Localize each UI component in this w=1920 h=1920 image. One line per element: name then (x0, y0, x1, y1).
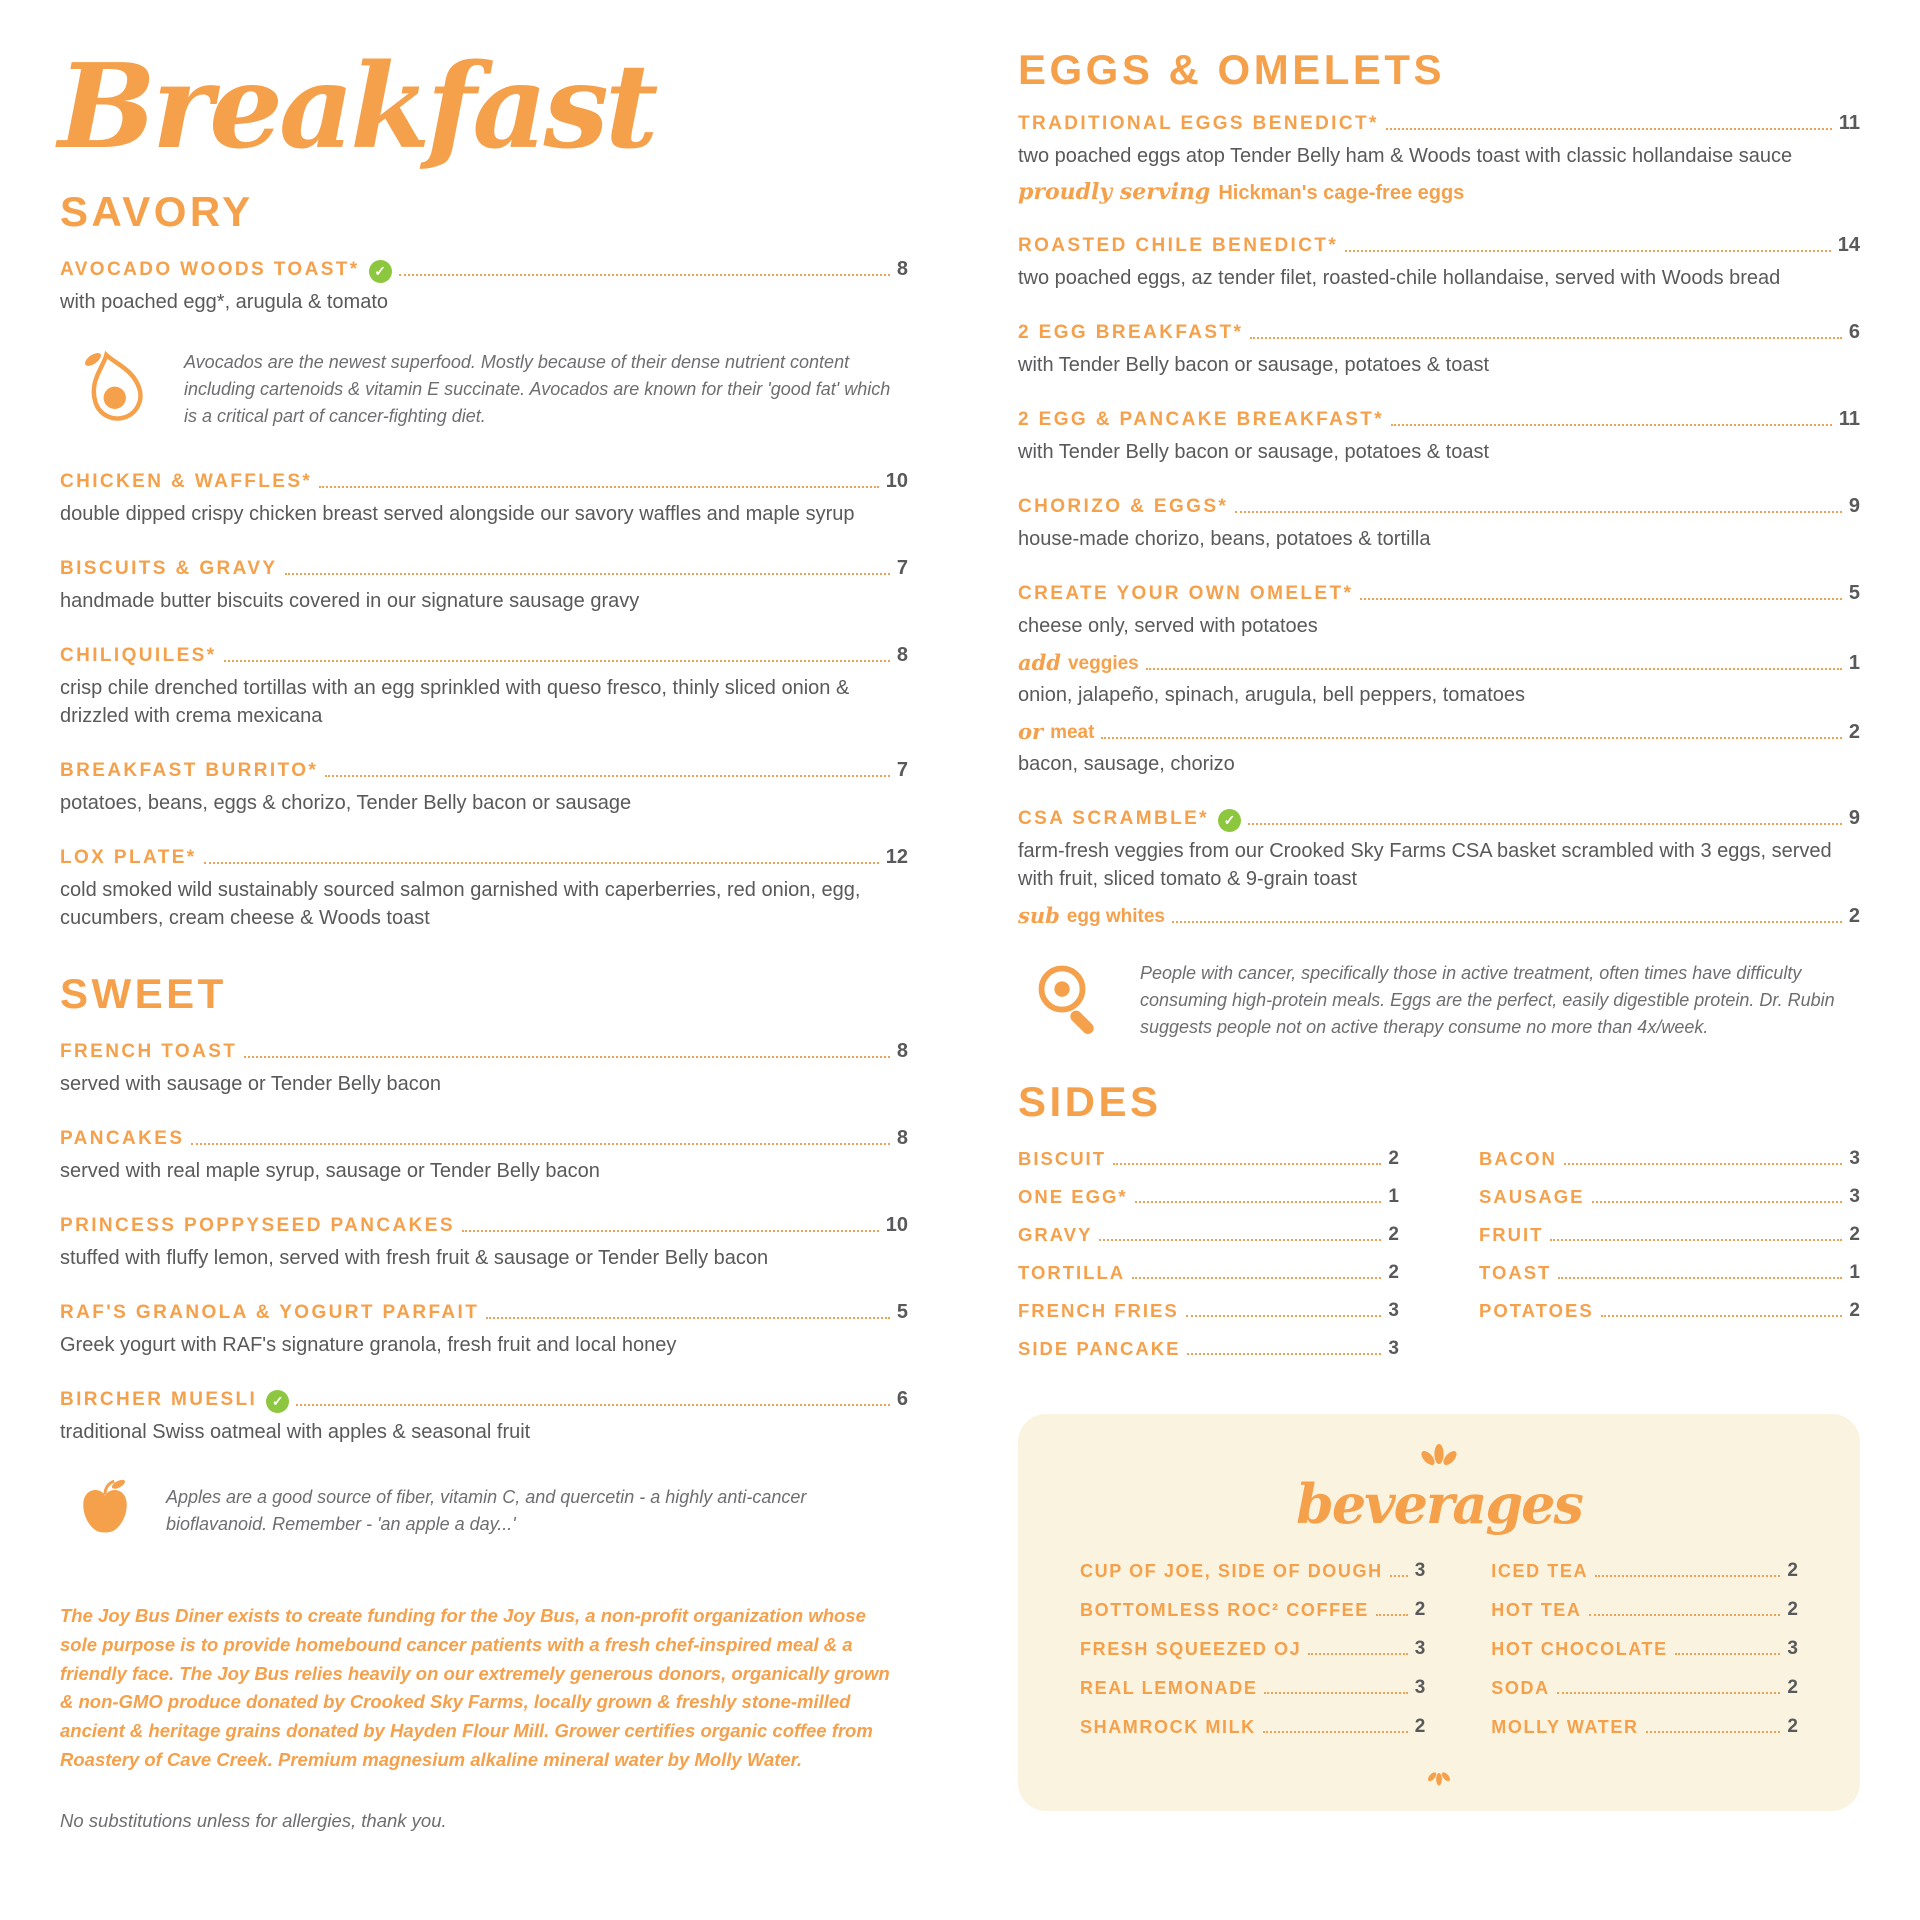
dotted-leader (325, 775, 890, 777)
item-description: served with real maple syrup, sausage or Tender Belly bacon (60, 1160, 600, 1183)
beverage-item: FRESH SQUEEZED OJ 3 (1080, 1638, 1426, 1659)
side-item: TORTILLA 2 (1018, 1262, 1399, 1283)
sides-column-2 (1479, 1148, 1860, 1376)
mission-statement: The Joy Bus Diner exists to create funding for the Joy Bus, a non-profit organization whose sole purpose is to provide homebound cancer patients with a fresh chef-inspired meal & a friendly face. The Joy Bus relies heavily on our extremely generous donors, organically grown & non-GMO produce donated by Crooked Sky Farms, locally grown & freshly stone-milled ancient & heritage grains donated by Hayden Flour Mill. Grower certifies organic coffee from Roastery of Cave Creek. Premium magnesium alkaline mineral water by Molly Water. (60, 1605, 890, 1770)
addon-egg-whites (1018, 903, 1860, 928)
item-description: potatoes, beans, eggs & chorizo, Tender Belly bacon or sausage (60, 792, 632, 815)
addon-script-word: sub (1018, 903, 1060, 928)
item-price: 10 (885, 1214, 908, 1237)
beverage-item: HOT CHOCOLATE 3 (1491, 1638, 1798, 1659)
addon-meat (1018, 719, 1860, 744)
dotted-leader (1589, 1614, 1781, 1616)
side-item: FRENCH FRIES 3 (1018, 1300, 1399, 1321)
sides-list (1018, 1148, 1860, 1376)
avocado-note (60, 345, 908, 434)
dotted-leader (1646, 1731, 1781, 1733)
healthy-check-icon: ✓ (1218, 809, 1241, 832)
dotted-leader (1308, 1653, 1407, 1655)
dotted-leader (1675, 1653, 1781, 1655)
menu-item-avocado-woods-toast (60, 258, 908, 316)
item-name: BIRCHER MUESLI (60, 1389, 258, 1411)
menu-item-breakfast-burrito (60, 759, 908, 817)
item-name: AVOCADO WOODS TOAST* (60, 259, 360, 281)
side-item: FRUIT 2 (1479, 1224, 1860, 1245)
dotted-leader (191, 1143, 889, 1145)
item-price: 5 (1848, 582, 1860, 604)
dotted-leader (1263, 1731, 1408, 1733)
egg-note-text: People with cancer, specifically those in active treatment, often times have difficulty consuming high-protein meals. Eggs are the perfect, easily digestible protein. Dr. Rubin suggests people not on active therapy consume no more than 4x/week. (1140, 963, 1835, 1037)
item-price: 11 (1838, 112, 1860, 134)
dotted-leader (1135, 1201, 1382, 1203)
menu-item-pancakes (60, 1127, 908, 1185)
menu-item-chicken-waffles (60, 470, 908, 528)
beverage-item: MOLLY WATER 2 (1491, 1716, 1798, 1737)
menu-item-chiliquiles (60, 644, 908, 730)
dotted-leader (1264, 1692, 1407, 1694)
dotted-leader (1601, 1315, 1843, 1317)
item-name: CHILIQUILES* (60, 645, 217, 667)
dotted-leader (1592, 1201, 1843, 1203)
item-price: 9 (1848, 495, 1860, 517)
side-item: BISCUIT 2 (1018, 1148, 1399, 1169)
menu-item-roasted-chile-benedict (1018, 234, 1860, 292)
beverages-column-2 (1491, 1560, 1798, 1755)
addon-meat-description: bacon, sausage, chorizo (1018, 753, 1235, 775)
avocado-icon (72, 345, 156, 434)
dotted-leader (1564, 1163, 1843, 1165)
item-description: two poached eggs atop Tender Belly ham & Woods toast with classic hollandaise sauce (1018, 145, 1793, 167)
item-price: 8 (896, 644, 908, 667)
dotted-leader (296, 1404, 890, 1406)
side-item: GRAVY 2 (1018, 1224, 1399, 1245)
dotted-leader (1391, 424, 1832, 426)
item-description: cold smoked wild sustainably sourced salmon garnished with caperberries, red onion, egg, cucumbers, cream cheese & Woods toast (60, 879, 861, 930)
item-name: CHORIZO & EGGS* (1018, 496, 1229, 517)
section-heading-sweet: SWEET (60, 970, 227, 1018)
beverages-panel (1018, 1414, 1860, 1811)
item-name: CREATE YOUR OWN OMELET* (1018, 583, 1354, 604)
beverage-item: ICED TEA 2 (1491, 1560, 1798, 1581)
dotted-leader (1345, 250, 1831, 252)
dotted-leader (1101, 737, 1841, 739)
egg-protein-note (1018, 957, 1860, 1044)
menu-item-bircher-muesli (60, 1388, 908, 1446)
item-description: two poached eggs, az tender filet, roasted-chile hollandaise, served with Woods bread (1018, 267, 1781, 289)
beverages-column-1 (1080, 1560, 1425, 1755)
dotted-leader (1186, 1315, 1382, 1317)
addon-price: 1 (1848, 652, 1860, 674)
item-description: with poached egg*, arugula & tomato (60, 291, 388, 314)
item-description: stuffed with fluffy lemon, served with fresh fruit & sausage or Tender Belly bacon (60, 1247, 769, 1270)
menu-title: Breakfast (58, 39, 655, 175)
item-description: traditional Swiss oatmeal with apples & seasonal fruit (60, 1421, 531, 1444)
dotted-leader (319, 486, 879, 488)
healthy-check-icon: ✓ (266, 1390, 289, 1413)
dotted-leader (1595, 1575, 1780, 1577)
right-column (1018, 46, 1860, 1832)
item-price: 6 (896, 1388, 908, 1411)
item-description: Greek yogurt with RAF's signature granola, fresh fruit and local honey (60, 1334, 677, 1357)
menu-item-csa-scramble (1018, 807, 1860, 928)
section-heading-eggs-omelets: EGGS & OMELETS (1018, 46, 1446, 93)
dotted-leader (1250, 337, 1842, 339)
dotted-leader (1390, 1575, 1408, 1577)
item-price: 11 (1838, 408, 1860, 430)
menu-item-lox-plate (60, 846, 908, 932)
dotted-leader (1376, 1614, 1408, 1616)
item-price: 8 (896, 1040, 908, 1063)
dotted-leader (1146, 668, 1842, 670)
addon-price: 2 (1848, 721, 1860, 743)
item-price: 7 (896, 557, 908, 580)
item-price: 9 (1848, 807, 1860, 829)
item-name: BREAKFAST BURRITO* (60, 760, 319, 782)
dotted-leader (224, 660, 890, 662)
tagline-bold: Hickman's cage-free eggs (1218, 182, 1465, 204)
item-price: 7 (896, 759, 908, 782)
beverages-title: beverages (1296, 1472, 1582, 1536)
item-name: CHICKEN & WAFFLES* (60, 471, 313, 493)
item-name: CSA SCRAMBLE* (1018, 808, 1209, 829)
item-description: handmade butter biscuits covered in our signature sausage gravy (60, 590, 640, 613)
item-name: BISCUITS & GRAVY (60, 558, 278, 580)
item-description: cheese only, served with potatoes (1018, 615, 1318, 637)
item-price: 14 (1837, 234, 1860, 256)
dotted-leader (399, 274, 890, 276)
apple-note (60, 1475, 908, 1546)
addon-veggies-description: onion, jalapeño, spinach, arugula, bell peppers, tomatoes (1018, 684, 1526, 706)
menu-item-create-your-own-omelet (1018, 582, 1860, 778)
item-price: 8 (896, 1127, 908, 1150)
item-price: 8 (896, 258, 908, 281)
frying-pan-egg-icon (1030, 957, 1112, 1044)
dotted-leader (462, 1230, 879, 1232)
healthy-check-icon: ✓ (369, 260, 392, 283)
apple-icon (72, 1475, 138, 1546)
side-item: SAUSAGE 3 (1479, 1186, 1860, 1207)
apple-note-text: Apples are a good source of fiber, vitamin C, and quercetin - a highly anti-cancer bioflavanoid. Remember - 'an apple a day...' (166, 1486, 807, 1534)
beverage-item: REAL LEMONADE 3 (1080, 1677, 1426, 1698)
addon-price: 2 (1848, 905, 1860, 927)
beverage-item: HOT TEA 2 (1491, 1599, 1798, 1620)
dotted-leader (486, 1317, 890, 1319)
dotted-leader (1386, 128, 1832, 130)
menu-item-french-toast (60, 1040, 908, 1098)
item-description: crisp chile drenched tortillas with an egg sprinkled with queso fresco, thinly sliced onion & drizzled with crema mexicana (60, 677, 850, 728)
item-description: house-made chorizo, beans, potatoes & tortilla (1018, 528, 1431, 550)
dotted-leader (1172, 921, 1842, 923)
item-name: TRADITIONAL EGGS BENEDICT* (1018, 113, 1379, 134)
addon-label: meat (1050, 722, 1095, 743)
side-item: POTATOES 2 (1479, 1300, 1860, 1321)
side-item: TOAST 1 (1479, 1262, 1860, 1283)
addon-veggies (1018, 650, 1860, 675)
dotted-leader (1132, 1277, 1381, 1279)
side-item: SIDE PANCAKE 3 (1018, 1338, 1399, 1359)
tagline-script: proudly serving (1018, 179, 1211, 205)
item-price: 5 (896, 1301, 908, 1324)
menu-item-chorizo-eggs (1018, 495, 1860, 553)
sides-column-1 (1018, 1148, 1399, 1376)
dotted-leader (1360, 598, 1842, 600)
item-name: RAF'S GRANOLA & YOGURT PARFAIT (60, 1302, 480, 1324)
dotted-leader (285, 573, 890, 575)
dotted-leader (1558, 1277, 1842, 1279)
menu-item-biscuits-gravy (60, 557, 908, 615)
section-heading-sides: SIDES (1018, 1078, 1162, 1125)
dotted-leader (1550, 1239, 1842, 1241)
addon-label: veggies (1067, 653, 1139, 674)
menu-item-2-egg-breakfast (1018, 321, 1860, 379)
menu-item-2-egg-pancake-breakfast (1018, 408, 1860, 466)
dotted-leader (204, 862, 879, 864)
no-substitutions-note: No substitutions unless for allergies, thank you. (60, 1810, 447, 1832)
beverage-item: SHAMROCK MILK 2 (1080, 1716, 1426, 1737)
dotted-leader (1187, 1353, 1381, 1355)
item-description: with Tender Belly bacon or sausage, potatoes & toast (1018, 354, 1490, 376)
item-name: 2 EGG & PANCAKE BREAKFAST* (1018, 409, 1385, 430)
item-price: 12 (885, 846, 908, 869)
addon-label: egg whites (1066, 906, 1165, 927)
dotted-leader (1248, 823, 1842, 825)
menu-item-princess-poppyseed-pancakes (60, 1214, 908, 1272)
leaf-ornament-bottom-icon (1080, 1769, 1798, 1787)
item-price: 10 (885, 470, 908, 493)
dotted-leader (1113, 1163, 1381, 1165)
dotted-leader (1235, 511, 1842, 513)
item-name: FRENCH TOAST (60, 1041, 238, 1063)
item-name: 2 EGG BREAKFAST* (1018, 322, 1244, 343)
item-name: LOX PLATE* (60, 847, 197, 869)
beverage-item: SODA 2 (1491, 1677, 1798, 1698)
beverage-item: CUP OF JOE, SIDE OF DOUGH 3 (1080, 1560, 1426, 1581)
beverage-item: BOTTOMLESS ROC² COFFEE 2 (1080, 1599, 1426, 1620)
item-description: served with sausage or Tender Belly bacon (60, 1073, 441, 1096)
dotted-leader (244, 1056, 890, 1058)
item-name: ROASTED CHILE BENEDICT* (1018, 235, 1339, 256)
side-item: ONE EGG* 1 (1018, 1186, 1399, 1207)
menu-item-traditional-eggs-benedict (1018, 112, 1860, 205)
menu-item-rafs-granola-parfait (60, 1301, 908, 1359)
beverages-list (1080, 1560, 1798, 1755)
item-description: with Tender Belly bacon or sausage, potatoes & toast (1018, 441, 1490, 463)
cage-free-eggs-tagline (1018, 179, 1860, 205)
item-description: double dipped crispy chicken breast served alongside our savory waffles and maple syrup (60, 503, 855, 526)
left-column (58, 39, 908, 1832)
item-name: PRINCESS POPPYSEED PANCAKES (60, 1215, 455, 1237)
addon-script-word: add (1018, 650, 1061, 675)
dotted-leader (1099, 1239, 1381, 1241)
addon-script-word: or (1018, 719, 1044, 744)
item-price: 6 (1848, 321, 1860, 343)
item-name: PANCAKES (60, 1128, 185, 1150)
section-heading-savory: SAVORY (60, 188, 254, 236)
item-description: farm-fresh veggies from our Crooked Sky Farms CSA basket scrambled with 3 eggs, served with fruit, sliced tomato & 9-grain toast (1018, 840, 1832, 890)
dotted-leader (1557, 1692, 1781, 1694)
side-item: BACON 3 (1479, 1148, 1860, 1169)
avocado-note-text: Avocados are the newest superfood. Mostly because of their dense nutrient content including cartenoids & vitamin E succinate. Avocados are known for their 'good fat' which is a critical part of cancer-fighting diet. (184, 352, 891, 427)
leaf-ornament-icon (1080, 1444, 1798, 1468)
